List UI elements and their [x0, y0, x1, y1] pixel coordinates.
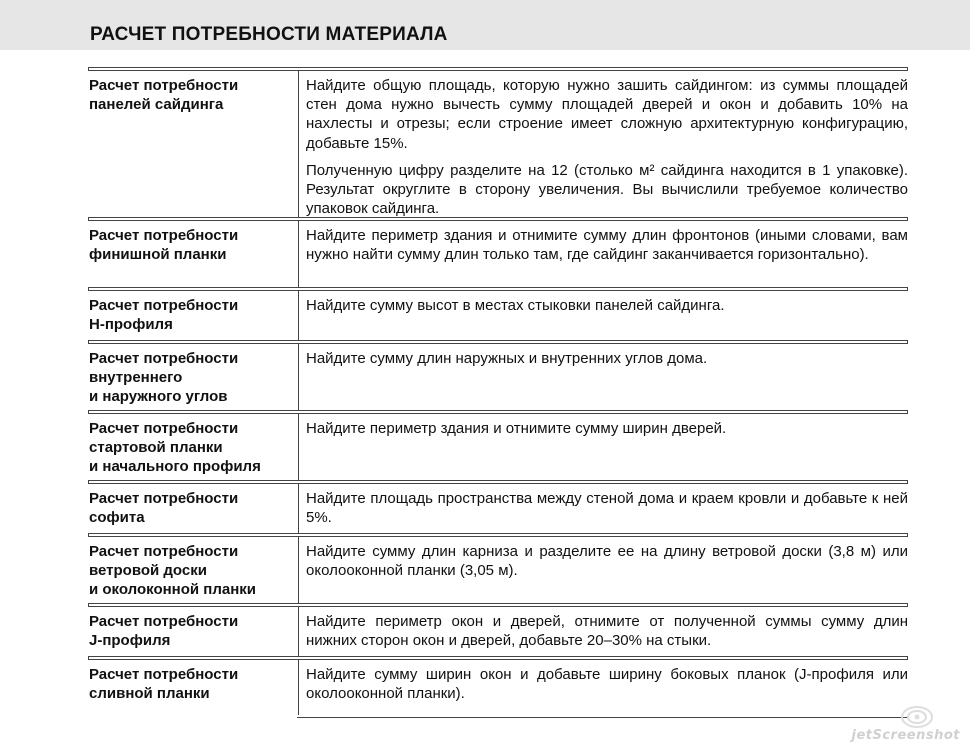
row-description	[298, 414, 908, 483]
table-row	[88, 606, 908, 659]
row-description	[298, 660, 908, 715]
row-label: Расчет потребности внутреннего и наружного углов	[89, 350, 239, 405]
table-row	[88, 290, 908, 343]
description-paragraph: Найдите общую площадь, которую нужно зашить сайдингом: из суммы площадей стен дома нужно вычесть сумму площадей дверей и окон и добавить 10% на нахлесты и отрезы; если строение имеет сложную архитектурную конфигурацию, добавьте 15%.	[306, 77, 908, 152]
row-description	[298, 484, 908, 536]
description-paragraph: Найдите периметр здания и отнимите сумму ширин дверей.	[306, 420, 727, 437]
row-label: Расчет потребности финишной планки	[89, 227, 239, 263]
row-description	[298, 71, 908, 220]
row-label: Расчет потребности стартовой планки и начального профиля	[89, 420, 261, 475]
page-title: РАСЧЕТ ПОТРЕБНОСТИ МАТЕРИАЛА	[90, 24, 448, 45]
row-description	[298, 344, 908, 413]
row-label: Расчет потребности панелей сайдинга	[89, 77, 239, 113]
description-paragraph: Найдите сумму длин карниза и разделите ее на длину ветровой доски (3,8 м) или околооконной планки (3,05 м).	[306, 543, 908, 580]
table-row	[88, 220, 908, 290]
description-paragraph: Найдите площадь пространства между стеной дома и краем кровли и добавьте к ней 5%.	[306, 490, 908, 527]
row-description	[298, 221, 908, 290]
table-row	[88, 536, 908, 606]
description-paragraph: Найдите сумму высот в местах стыковки панелей сайдинга.	[306, 297, 725, 314]
table-row	[88, 343, 908, 413]
description-paragraph: Полученную цифру разделите на 12 (столько м² сайдинга находится в 1 упаковке). Результат округлите в сторону увеличения. Вы вычислили требуемое количество упаковок сайдинга.	[306, 161, 908, 218]
row-label: Расчет потребности ветровой доски и околоконной планки	[89, 543, 257, 598]
row-label: Расчет потребности Н-профиля	[89, 297, 239, 333]
table-row	[88, 70, 908, 220]
description-paragraph: Найдите сумму ширин окон и добавьте ширину боковых планок (J-профиля или околооконной планки).	[306, 666, 908, 703]
table-row	[88, 413, 908, 483]
row-label: Расчет потребности софита	[89, 490, 239, 526]
row-description	[298, 291, 908, 343]
row-description	[298, 607, 908, 659]
row-label: Расчет потребности сливной планки	[89, 666, 239, 702]
material-calculation-table	[88, 70, 908, 715]
table-row	[88, 659, 908, 715]
description-paragraph: Найдите сумму длин наружных и внутренних углов дома.	[306, 350, 708, 367]
description-paragraph: Найдите периметр здания и отнимите сумму длин фронтонов (иными словами, вам нужно найти сумму длин только там, где сайдинг заканчивается горизонтально).	[306, 227, 908, 264]
watermark-swirl-icon	[900, 703, 934, 731]
row-description	[298, 537, 908, 606]
table-bottom-divider	[297, 717, 909, 718]
watermark: jetScreenshot	[851, 728, 960, 743]
row-label: Расчет потребности J-профиля	[89, 613, 239, 649]
description-paragraph: Найдите периметр окон и дверей, отнимите от полученной суммы сумму длин нижних сторон окон и дверей, добавьте 20–30% на стыки.	[306, 613, 908, 650]
table-row	[88, 483, 908, 536]
